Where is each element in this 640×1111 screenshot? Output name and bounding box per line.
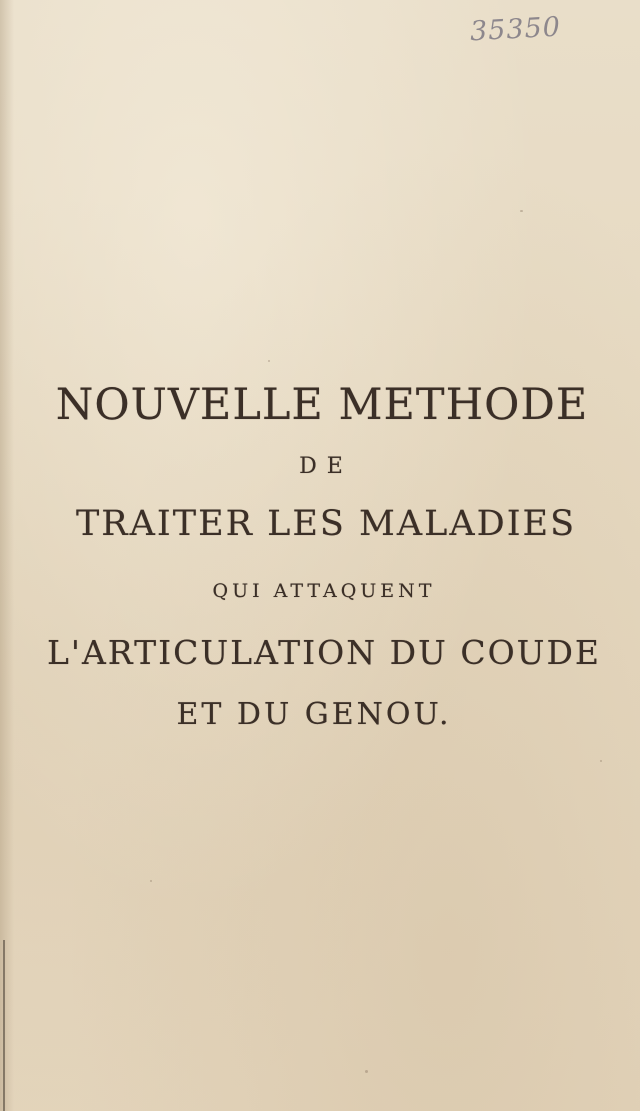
title-line-3: TRAITER LES MALADIES <box>75 504 577 544</box>
paper-speck <box>600 760 602 762</box>
title-line-6: ET DU GENOU. <box>176 697 452 732</box>
title-line-5: L'ARTICULATION DU COUDE <box>46 633 602 672</box>
title-line-2: DE <box>299 454 353 479</box>
manuscript-number: 35350 <box>469 11 562 48</box>
title-line-4: QUI ATTAQUENT <box>212 580 436 602</box>
paper-speck <box>520 210 523 212</box>
paper-speck <box>150 880 152 882</box>
paper-speck <box>365 1070 368 1073</box>
title-line-1: NOUVELLE METHODE <box>55 380 589 430</box>
binding-edge-line <box>3 940 5 1111</box>
paper-speck <box>268 360 270 362</box>
